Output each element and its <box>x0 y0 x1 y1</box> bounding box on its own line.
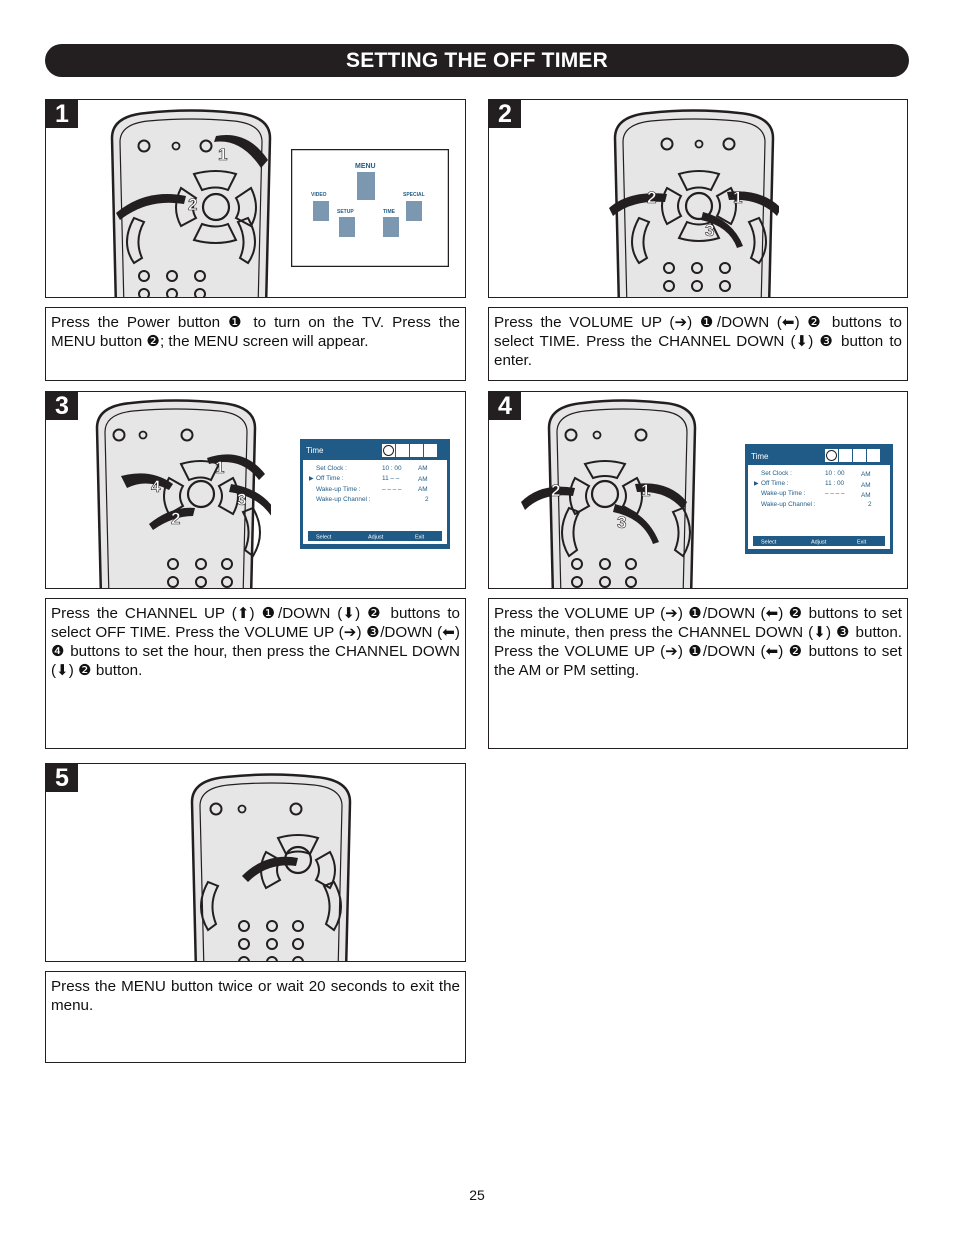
callout-1: 1 <box>218 145 228 164</box>
row-off-time-value: 11 : 00 <box>825 480 845 487</box>
footer-exit: Exit <box>415 534 425 541</box>
remote-control-icon <box>106 108 276 298</box>
row-set-clock-value: 10 : 00 <box>382 465 402 472</box>
row-wakeup-time-ampm: AM <box>861 492 871 499</box>
step-4-badge: 4 <box>489 392 521 420</box>
menu-screen <box>291 149 449 267</box>
callout-2: 2 <box>171 509 181 528</box>
row-off-time-label: Off Time : <box>761 480 789 487</box>
callout-1: 1 <box>641 481 651 500</box>
step-3-illustration <box>45 391 466 589</box>
step-3-text: Press the CHANNEL UP (⬆) ❶/DOWN (⬇) ❷ buttons to select OFF TIME. Press the VOLUME UP (➔) ❸/DOWN (⬅) ❹ buttons to set the hour, then press the CHANNEL DOWN (⬇) ❷ button. <box>45 598 466 749</box>
footer-exit: Exit <box>857 539 867 546</box>
step-5-badge: 5 <box>46 764 78 792</box>
row-off-time-ampm: AM <box>861 482 871 489</box>
page-title: SETTING THE OFF TIMER <box>45 44 909 77</box>
step-1-text: Press the Power button ❶ to turn on the TV. Press the MENU button ❷; the MENU screen will appear. <box>45 307 466 381</box>
callout-2: 2 <box>647 188 657 207</box>
row-wakeup-channel-value: 2 <box>868 501 872 508</box>
step-2-badge: 2 <box>489 100 521 128</box>
footer-select: Select <box>761 539 777 546</box>
step-5-text: Press the MENU button twice or wait 20 seconds to exit the menu. <box>45 971 466 1063</box>
remote-control-icon <box>519 398 709 589</box>
row-off-time-label: Off Time : <box>316 475 344 482</box>
callout-4: 4 <box>151 477 161 496</box>
time-settings-screen <box>745 444 893 554</box>
step-1-illustration <box>45 99 466 298</box>
step-1-badge: 1 <box>46 100 78 128</box>
callout-2: 2 <box>551 481 561 500</box>
callout-2: 2 <box>188 195 198 214</box>
callout-3: 3 <box>237 490 247 509</box>
step-4-text: Press the VOLUME UP (➔) ❶/DOWN (⬅) ❷ buttons to set the minute, then press the CHANNEL DOWN (⬇) ❸ button. Press the VOLUME UP (➔) ❶/DOWN (⬅) ❷ buttons to set the AM or PM setting. <box>488 598 908 749</box>
callout-1: 1 <box>733 188 743 207</box>
row-wakeup-time-value: – – – – <box>382 486 402 493</box>
row-set-clock-label: Set Clock : <box>761 470 792 477</box>
row-set-clock-value: 10 : 00 <box>825 470 845 477</box>
remote-control-icon <box>186 772 356 962</box>
row-wakeup-time-label: Wake-up Time : <box>316 486 361 493</box>
footer-select: Select <box>316 534 332 541</box>
footer-adjust: Adjust <box>368 534 384 541</box>
row-wakeup-channel-value: 2 <box>425 496 429 503</box>
time-screen-header: Time <box>751 452 769 461</box>
row-wakeup-channel-label: Wake-up Channel : <box>316 496 371 503</box>
step-3-badge: 3 <box>46 392 78 420</box>
row-set-clock-label: Set Clock : <box>316 465 347 472</box>
step-4-illustration <box>488 391 908 589</box>
callout-1: 1 <box>215 458 225 477</box>
callout-3: 3 <box>705 221 715 240</box>
step-2-illustration <box>488 99 908 298</box>
menu-item-video: VIDEO <box>311 192 327 198</box>
row-off-time-value: 11 – – <box>382 475 400 482</box>
remote-control-icon <box>91 398 271 589</box>
row-wakeup-time-value: – – – – <box>825 490 845 497</box>
step-5-illustration <box>45 763 466 962</box>
menu-item-time: TIME <box>383 209 395 215</box>
time-screen-header: Time <box>306 446 324 455</box>
step-2-text: Press the VOLUME UP (➔) ❶/DOWN (⬅) ❷ buttons to select TIME. Press the CHANNEL DOWN (⬇) ❸ button to enter. <box>488 307 908 381</box>
row-wakeup-channel-label: Wake-up Channel : <box>761 501 816 508</box>
selection-pointer-icon: ▶ <box>754 481 759 487</box>
time-settings-screen <box>300 439 450 549</box>
page-number: 25 <box>469 1187 485 1203</box>
menu-item-setup: SETUP <box>337 209 354 215</box>
menu-screen-title: MENU <box>355 163 376 170</box>
row-wakeup-time-ampm: AM <box>418 486 428 493</box>
remote-control-icon <box>609 108 779 298</box>
row-set-clock-ampm: AM <box>418 465 428 472</box>
selection-pointer-icon: ▶ <box>309 476 314 482</box>
row-off-time-ampm: AM <box>418 476 428 483</box>
row-wakeup-time-label: Wake-up Time : <box>761 490 806 497</box>
footer-adjust: Adjust <box>811 539 827 546</box>
callout-3: 3 <box>617 513 627 532</box>
menu-item-special: SPECIAL <box>403 192 425 198</box>
row-set-clock-ampm: AM <box>861 471 871 478</box>
